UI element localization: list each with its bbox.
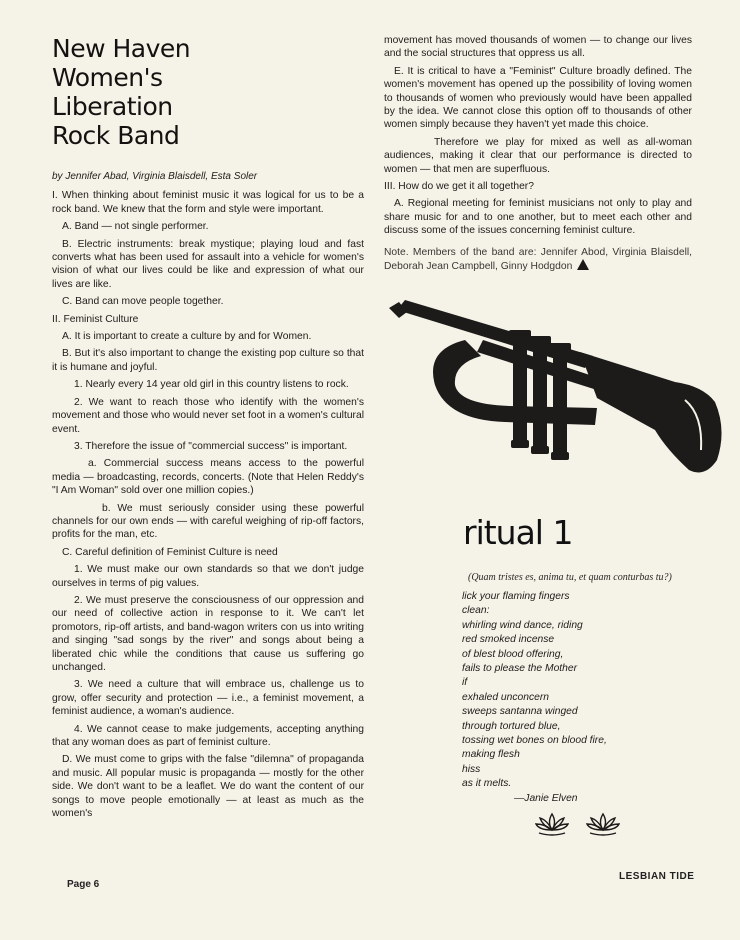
article-paragraph: 3. We need a culture that will embrace us, challenge us to grow, offer security and protection — i.e., a feminist movement, a feminist audience, a woman's audience.: [52, 679, 364, 718]
article-paragraph: 2. We must preserve the consciousness of our oppression and our need of collective action in response to it. We can't let promotors, rip-off artists, and band-wagon writers con us into writing and singing "sad songs by the river" and songs about being a liberated chic while the conditions that cause us suffering go unchanged.: [52, 594, 364, 673]
article-paragraph: 2. We want to reach those who identify with the women's movement and those who would never set foot in a women's cultural event.: [52, 396, 364, 435]
article-paragraph: A. Regional meeting for feminist musicians not only to play and share music for and to one another, but to meet each other and discuss some of the issues concerning feminist culture.: [384, 198, 692, 237]
article-paragraph: C. Careful definition of Feminist Culture is need: [62, 546, 278, 558]
article-paragraph: I. When thinking about feminist music it was logical for us to be a rock band. We knew that the form and style were important.: [52, 190, 364, 215]
band-members-note: [384, 246, 692, 274]
title-line: Rock Band: [52, 121, 180, 150]
article-paragraph: B. Electric instruments: break mystique; playing loud and fast converts what has been used for assault into a vehicle for women's vision of what our lives could be like and expression of what our lives are like.: [52, 238, 364, 290]
article-byline: by Jennifer Abad, Virginia Blaisdell, Esta Soler: [52, 171, 258, 182]
article-paragraph: 1. We must make our own standards so that we don't judge ourselves in terms of pig values.: [52, 564, 364, 589]
lotus-icon: [535, 810, 569, 838]
poem-line: lick your flaming fingers: [462, 591, 570, 602]
article-paragraph: E. It is critical to have a "Feminist" Culture broadly defined. The women's movement has opened up the possibility of loving women to thousands of women who previously would have been appalled by the idea. We cannot close this option off to thousands of other women simply because they haven't yet made this choice.: [384, 65, 692, 131]
poem-line: if: [462, 677, 468, 689]
article-paragraph: a. Commercial success means access to the powerful media — broadcasting, records, concerts. (Note that Helen Reddy's "I Am Woman" sold over one million copies.): [52, 458, 364, 497]
article-paragraph: D. We must come to grips with the false "dilemna" of propaganda and music. All popular music is propaganda — mostly for the other side. We don't want to be a leaflet. We do want the content of our songs to move people emotionally — at least as much as the women's: [52, 754, 364, 820]
title-line: Women's: [52, 63, 163, 92]
article-title: [52, 34, 364, 150]
article-paragraph: Therefore we play for mixed as well as all-woman audiences, making it clear that our performance is directed to women — that men are superfluous.: [384, 136, 692, 175]
poem-line: clean:: [462, 605, 490, 617]
page-number: Page 6: [67, 879, 100, 890]
title-line: New Haven: [52, 34, 191, 63]
poem-line: whirling wind dance, riding: [462, 619, 583, 631]
poem-line: through tortured blue,: [462, 720, 561, 732]
poem-line: exhaled unconcern: [462, 691, 550, 703]
poem-epigraph: (Quam tristes es, anima tu, et quam conturbas tu?): [468, 572, 672, 583]
publication-name: LESBIAN TIDE: [619, 871, 695, 882]
poem-line: hiss: [462, 763, 481, 775]
article-paragraph: III. How do we get it all together?: [384, 181, 534, 193]
poem-line: as it melts.: [462, 778, 512, 790]
poem-line: making flesh: [462, 749, 520, 761]
article-paragraph: A. It is important to create a culture by and for Women.: [62, 331, 312, 343]
poem-author: —Janie Elven: [514, 792, 578, 804]
article-paragraph: B. But it's also important to change the existing pop culture so that it is humane and joyful.: [52, 348, 364, 373]
article-body-left: [52, 189, 364, 820]
article-paragraph: C. Band can move people together.: [62, 296, 224, 308]
article-paragraph: b. We must seriously consider using these powerful channels for our own ends — with careful weighing of rip-off factors, profits for the man, etc.: [52, 502, 364, 541]
poem-line: tossing wet bones on blood fire,: [462, 735, 607, 747]
article-right-column: [384, 34, 692, 278]
poem-line: red smoked incense: [462, 634, 555, 646]
end-mark-icon: [577, 259, 589, 270]
poem-line: sweeps santanna winged: [462, 706, 578, 718]
poem-title: ritual 1: [463, 513, 573, 552]
article-paragraph: A. Band — not single performer.: [62, 221, 209, 233]
article-paragraph: 3. Therefore the issue of "commercial success" is important.: [74, 440, 348, 452]
title-line: Liberation: [52, 92, 173, 121]
lotus-icon: [586, 810, 620, 838]
article-paragraph: movement has moved thousands of women — to change our lives and the social structures that oppress us all.: [384, 35, 692, 60]
article-paragraph: II. Feminist Culture: [52, 313, 139, 325]
band-members-note-text: Note. Members of the band are: Jennifer Abod, Virginia Blaisdell, Deborah Jean Campbell, Ginny Hodgdon: [384, 246, 692, 273]
article-left-column: [52, 34, 364, 824]
poem-line: of blest blood offering,: [462, 648, 564, 660]
article-paragraph: 1. Nearly every 14 year old girl in this country listens to rock.: [74, 379, 349, 391]
article-body-right: [384, 34, 692, 238]
trumpet-illustration: [385, 290, 735, 495]
poem-line: fails to please the Mother: [462, 663, 578, 675]
article-paragraph: 4. We cannot cease to make judgements, accepting anything that any woman does as part of feminist culture.: [52, 723, 364, 749]
poem-body: [462, 590, 732, 806]
